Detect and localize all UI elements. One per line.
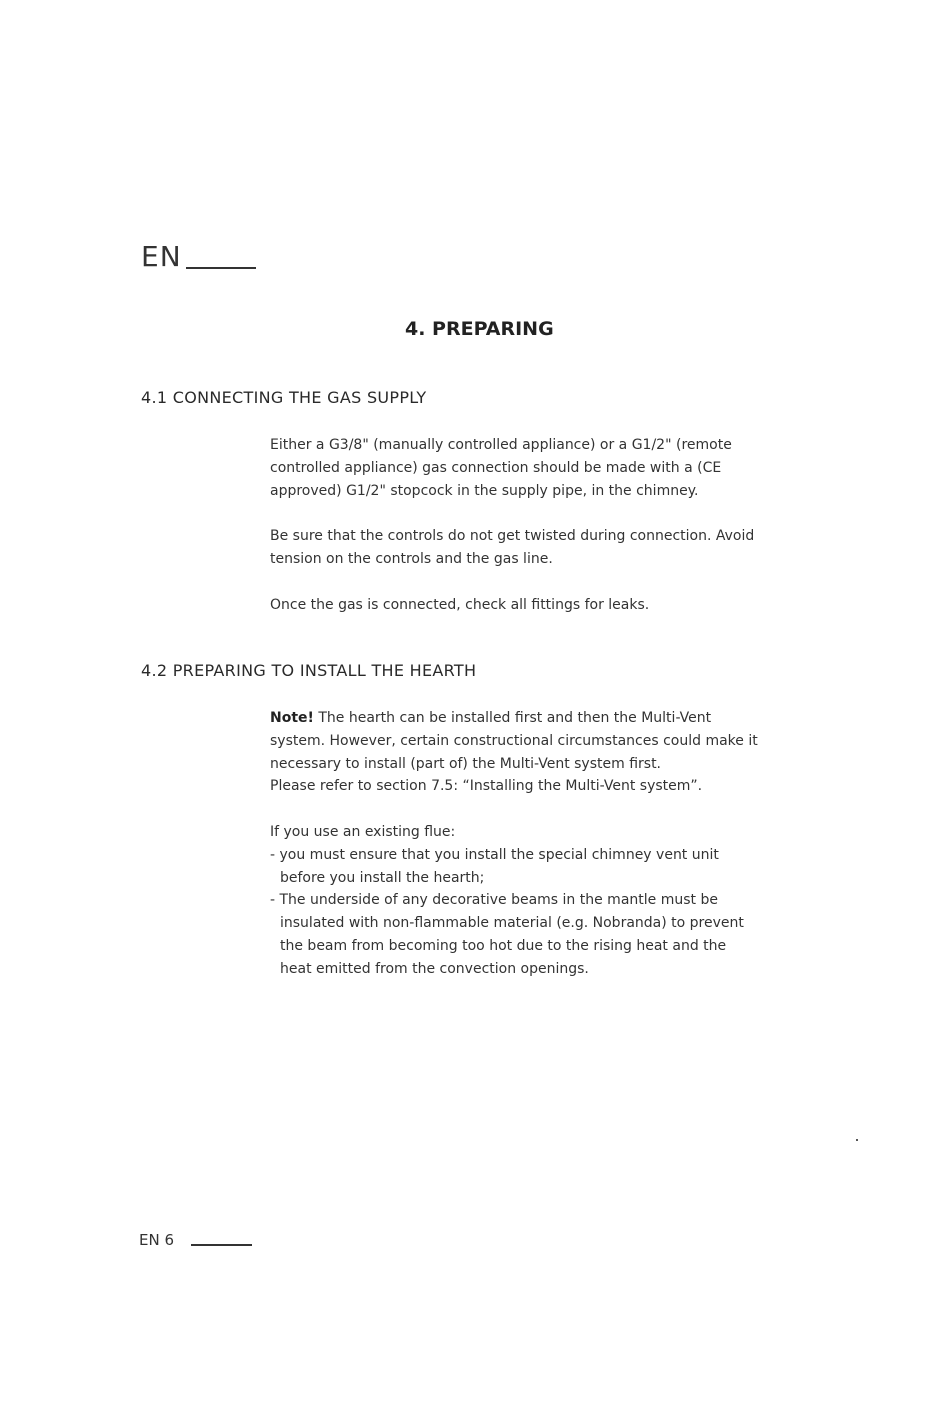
bullet-line: insulated with non-flammable material (e.g. Nobranda) to prevent: [280, 915, 744, 932]
paragraph-existing-flue: [270, 821, 790, 981]
flue-intro: If you use an existing flue:: [270, 824, 456, 840]
text-line: controlled appliance) gas connection should be made with a (CE: [270, 459, 722, 476]
text-line: system. However, certain constructional circumstances could make it: [270, 732, 758, 749]
paragraph-note: [270, 707, 790, 798]
paragraph-controls-twist: [270, 525, 790, 571]
chapter-title: 4. PREPARING: [405, 318, 554, 340]
text-line: Be sure that the controls do not get twisted during connection. Avoid: [270, 528, 755, 544]
text-line: necessary to install (part of) the Multi-Vent system first.: [270, 755, 662, 772]
bullet-line: the beam from becoming too hot due to the rising heat and the: [280, 937, 727, 954]
paragraph-gas-connection: [270, 434, 790, 502]
text-line: Once the gas is connected, check all fittings for leaks.: [270, 597, 650, 613]
section-heading-gas-supply: 4.1 CONNECTING THE GAS SUPPLY: [141, 388, 427, 407]
footer-rule: [191, 1244, 252, 1246]
scan-speck: [856, 1139, 858, 1141]
bullet-line: - The underside of any decorative beams in the mantle must be: [270, 892, 718, 909]
text-line: approved) G1/2" stopcock in the supply pipe, in the chimney.: [270, 482, 699, 499]
text-line: [270, 707, 790, 730]
bullet-line: before you install the hearth;: [280, 869, 485, 886]
note-text: The hearth can be installed first and then the Multi-Vent: [313, 710, 712, 726]
text-line: tension on the controls and the gas line.: [270, 550, 553, 567]
note-label: Note!: [270, 710, 314, 726]
bullet-line: - you must ensure that you install the special chimney vent unit: [270, 846, 719, 863]
section-heading-install-hearth: 4.2 PREPARING TO INSTALL THE HEARTH: [141, 661, 477, 680]
paragraph-leak-check: [270, 594, 790, 617]
bullet-line: heat emitted from the convection openings.: [280, 960, 589, 977]
page-number: EN 6: [139, 1231, 175, 1249]
language-marker: EN: [141, 240, 182, 273]
text-line: Please refer to section 7.5: “Installing the Multi-Vent system”.: [270, 778, 703, 795]
header-rule: [186, 267, 256, 269]
text-line: Either a G3/8" (manually controlled appliance) or a G1/2" (remote: [270, 437, 732, 453]
